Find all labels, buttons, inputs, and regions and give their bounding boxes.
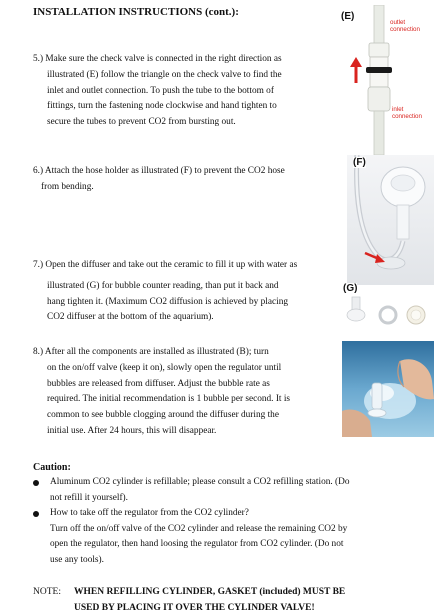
caution-line: use any tools). — [50, 554, 104, 565]
step-5-line: fittings, turn the fastening node clockwise and hand tighten to — [47, 101, 277, 112]
note-label: NOTE: — [33, 587, 61, 597]
step-5 — [33, 52, 333, 131]
step-8-line: on the on/off valve (keep it on), slowly open the regulator until — [47, 362, 282, 373]
step-5-line: 5.) Make sure the check valve is connected in the right direction as — [33, 54, 282, 64]
step-6-line: 6.) Attach the hose holder as illustrated (F) to prevent the CO2 hose — [33, 166, 285, 176]
step-5-line: inlet and outlet connection. To push the tube to the bottom of — [47, 85, 274, 96]
callout-line: connection — [390, 26, 420, 33]
caution-line: open the regulator, then hand loosing the regulator from CO2 cylinder. (Do not — [50, 539, 344, 549]
step-7-line: hang tighten it. (Maximum CO2 diffusion is achieved by placing — [47, 296, 288, 307]
figure-g-diffuser-parts — [342, 285, 434, 340]
step-6 — [33, 164, 333, 196]
figure-e-check-valve — [338, 5, 434, 155]
figure-f-label: (F) — [353, 157, 366, 168]
page-title: INSTALLATION INSTRUCTIONS (cont.): — [33, 6, 239, 18]
step-7 — [33, 258, 343, 326]
callout-line: outlet — [390, 19, 406, 26]
caution-bullet-1 — [50, 475, 410, 506]
step-8-line: required. The initial recommendation is 1 bubble per second. It is — [47, 394, 291, 405]
caution-bullet-2 — [50, 506, 420, 568]
caution-line: Aluminum CO2 cylinder is refillable; please consult a CO2 refilling station. (Do — [50, 477, 350, 487]
outlet-connection-callout — [390, 19, 420, 33]
caution-line: Turn off the on/off valve of the CO2 cylinder and release the remaining CO2 by — [50, 523, 348, 534]
figure-e-label: (E) — [341, 11, 355, 22]
caution-line: not refill it yourself). — [50, 492, 128, 503]
callout-line: connection — [392, 113, 422, 120]
inlet-connection-callout — [392, 106, 422, 120]
step-8-line: initial use. After 24 hours, this will disappear. — [47, 425, 217, 436]
caution-title: Caution: — [33, 462, 71, 473]
figure-g-label: (G) — [343, 283, 358, 294]
step-8 — [33, 345, 333, 440]
step-7-line: illustrated (G) for bubble counter reading, than put it back and — [47, 280, 279, 291]
bullet-dot — [33, 480, 39, 486]
note-line: USED BY PLACING IT OVER THE CYLINDER VALVE! — [74, 602, 315, 613]
note-text — [74, 585, 414, 616]
step-8-line: bubbles are released from diffuser. Adjust the bubble rate as — [47, 378, 270, 389]
step-8-line: common to see bubble clogging around the diffuser during the — [47, 410, 279, 421]
step-5-line: illustrated (E) follow the triangle on the check valve to find the — [47, 69, 282, 80]
callout-line: inlet — [392, 106, 404, 113]
step-5-line: secure the tubes to prevent CO2 from bursting out. — [47, 117, 236, 128]
step-8-line: 8.) After all the components are installed as illustrated (B); turn — [33, 347, 269, 357]
diffuser-water-photo — [342, 341, 434, 437]
step-7-line: 7.) Open the diffuser and take out the ceramic to fill it up with water as — [33, 260, 298, 270]
figure-f-hose-holder — [347, 155, 434, 285]
step-7-line: CO2 diffuser at the bottom of the aquarium). — [47, 312, 214, 323]
hose-holder-image — [347, 155, 434, 285]
caution-line: How to take off the regulator from the CO2 cylinder? — [50, 508, 249, 518]
bullet-dot — [33, 511, 39, 517]
note-line: WHEN REFILLING CYLINDER, GASKET (included) MUST BE — [74, 587, 346, 597]
hand-water-image — [342, 341, 434, 437]
step-6-line: from bending. — [41, 181, 94, 192]
